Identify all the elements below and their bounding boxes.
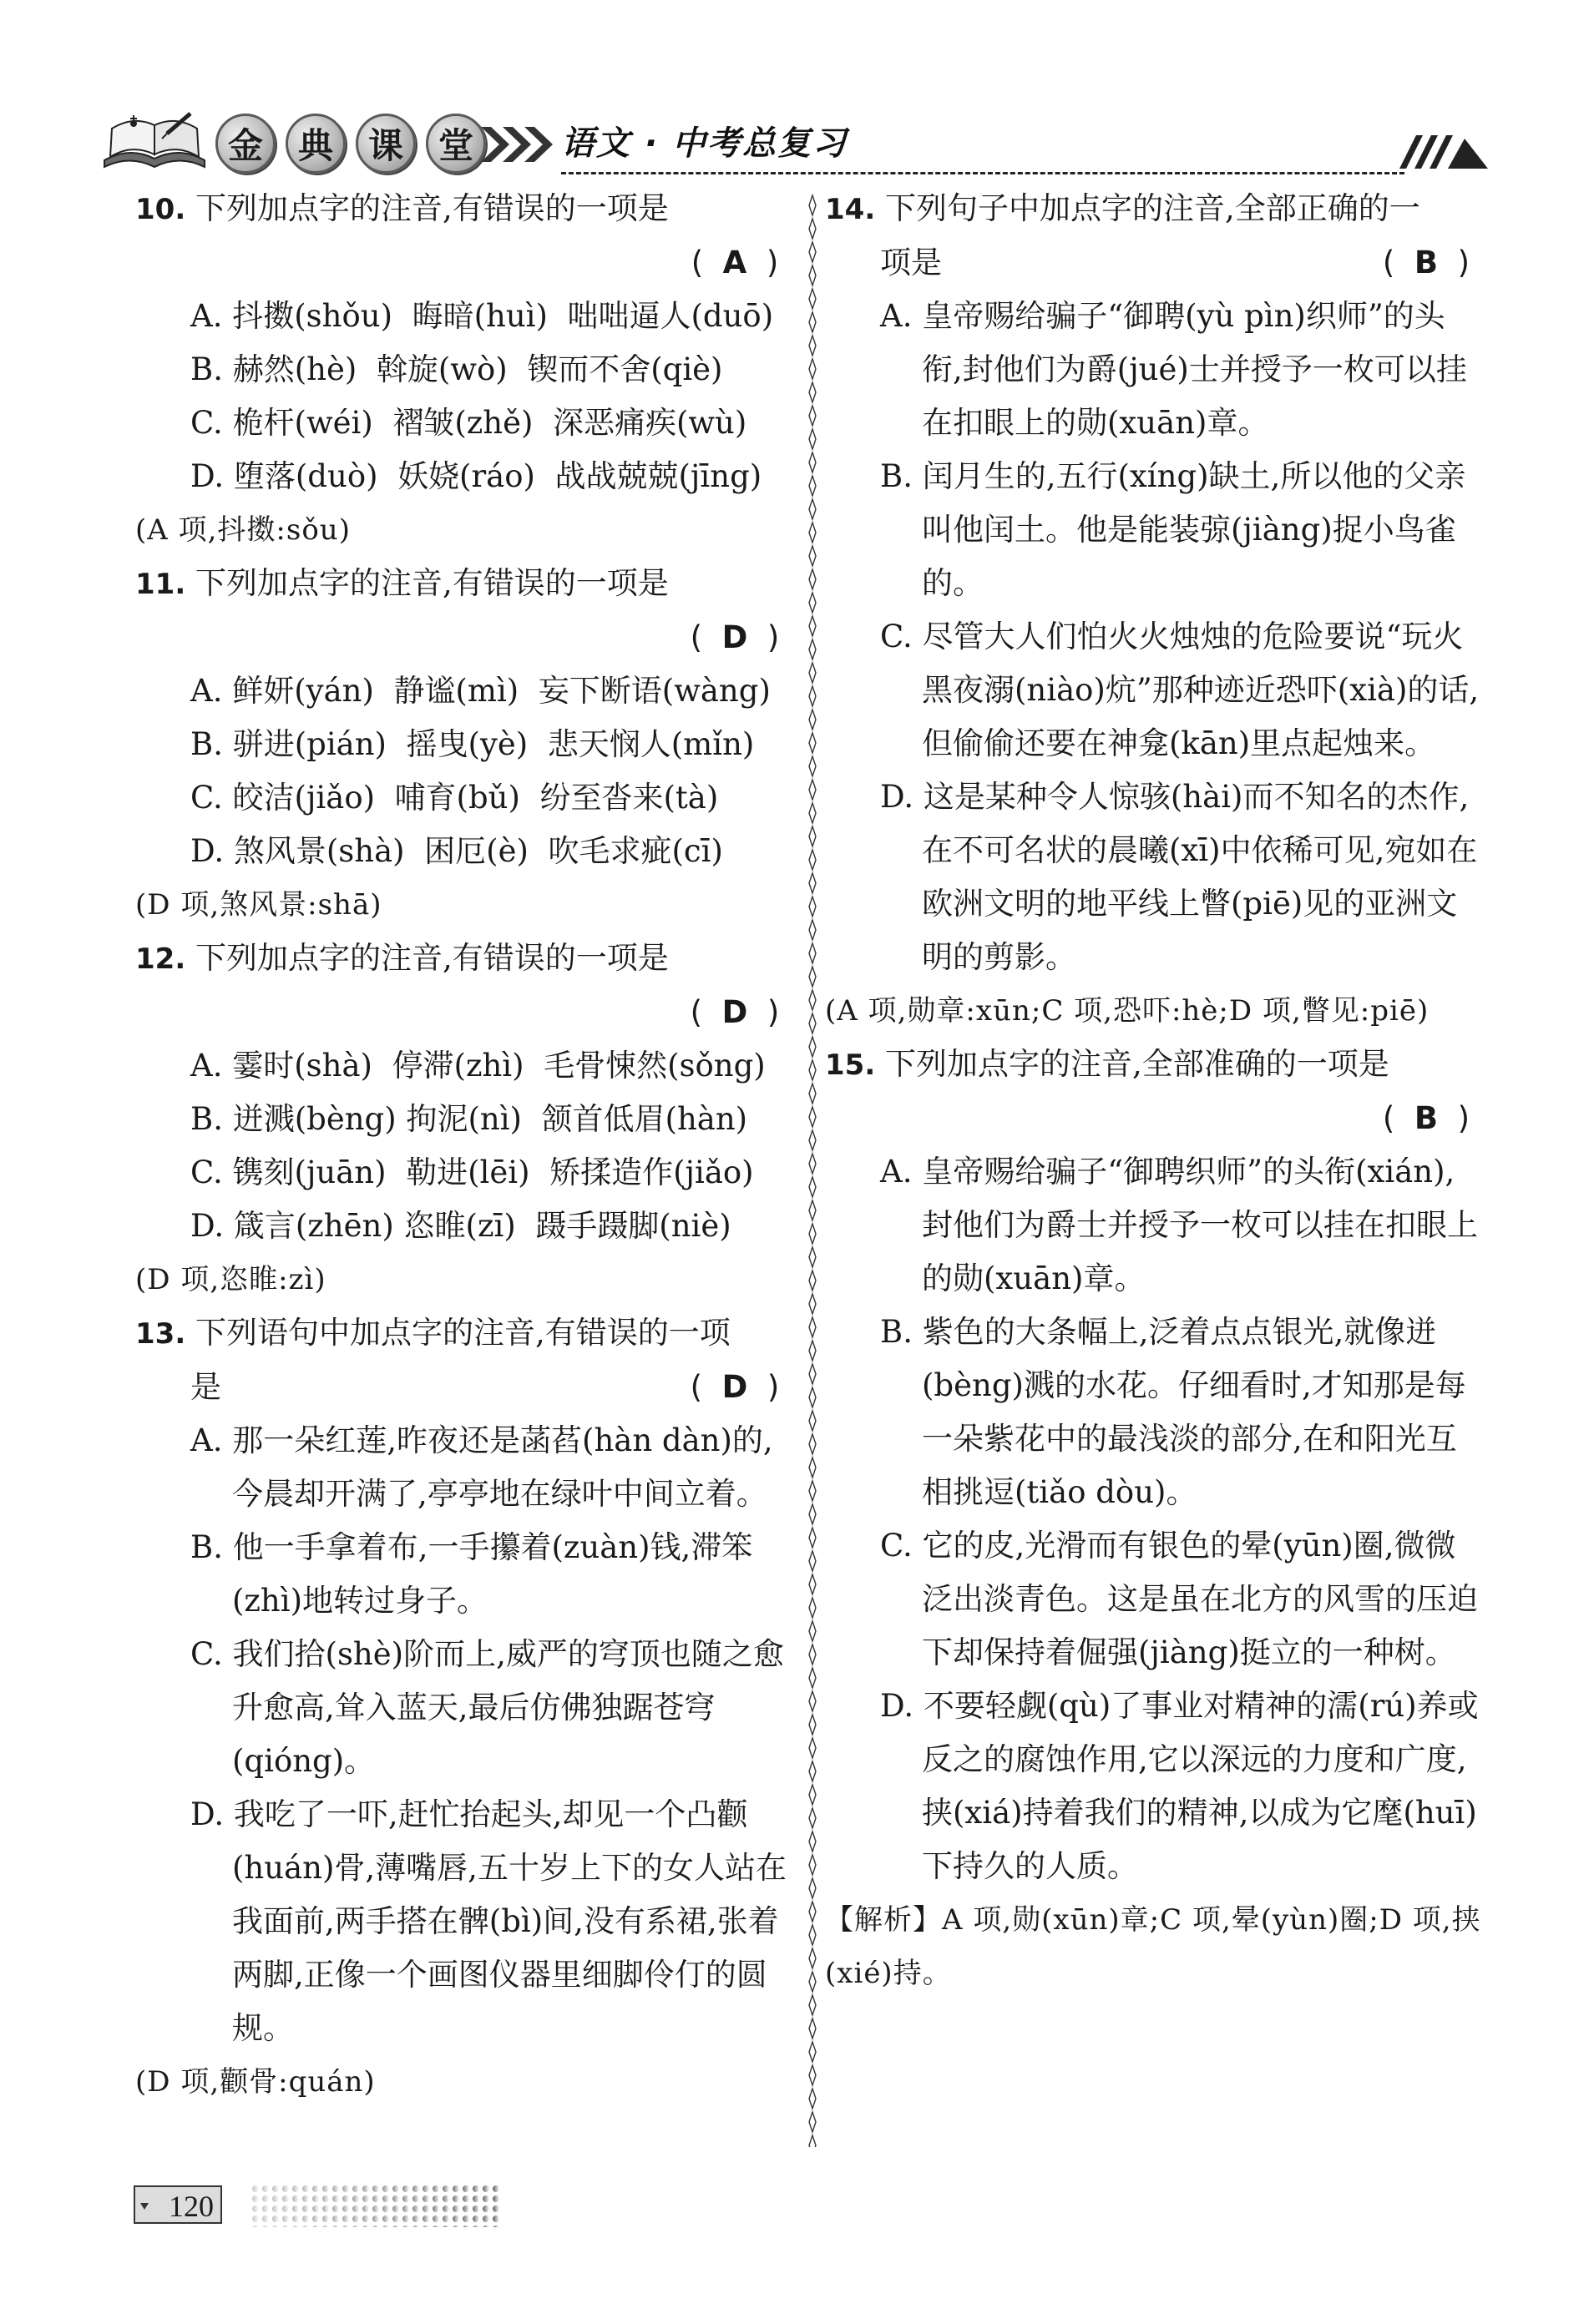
question-text: 下列加点字的注音,有错误的一项是 (195, 940, 669, 976)
option-item: B. 他一手拿着布,一手攥着(zuàn)钱,滞笨(zhì)地转过身子。 (190, 1529, 753, 1619)
answer-bracket: ( B ) (1382, 245, 1470, 280)
option-item: A. 皇帝赐给骗子“御聘织师”的头衔(xián),封他们为爵士并授予一枚可以挂在扣眼上的勋(xuān)章。 (880, 1154, 1478, 1296)
question-text: 下列句子中加点字的注音,全部正确的一 (885, 190, 1420, 226)
page-number-box (134, 2185, 222, 2224)
option-item: 褶皱(zhě) (392, 405, 534, 441)
question-stem (825, 1038, 1485, 1092)
option-item: D. 煞风景(shà) (190, 833, 405, 869)
question-stem (135, 557, 793, 611)
option-row (135, 1146, 793, 1200)
option-item: 吹毛求疵(cī) (548, 833, 723, 869)
option-item: 勒进(lēi) (406, 1154, 530, 1190)
option-item: D. 不要轻觑(qù)了事业对精神的濡(rú)养或反之的腐蚀作用,它以深远的力度和广度,挟(xiá)持着我们的精神,以成为它麾(huī)下持久的人质。 (880, 1688, 1479, 1884)
option-row (135, 450, 793, 503)
option-item: 停滞(zhì) (392, 1048, 524, 1084)
option-row (135, 397, 793, 450)
answer-bracket: ( D ) (690, 619, 780, 655)
question-stem (135, 182, 793, 236)
double-chevron-icon (478, 124, 553, 165)
open-book-logo (100, 109, 209, 175)
option-item: 战战兢兢(jīng) (554, 458, 762, 494)
option-item: 矫揉造作(jiǎo) (549, 1154, 754, 1190)
option-list (825, 290, 1485, 984)
answer-bracket: ( B ) (1382, 1100, 1470, 1136)
option-item: B. 闰月生的,五行(xíng)缺土,所以他的父亲叫他闰土。他是能装弶(jiàng)捉小鸟雀的。 (880, 458, 1466, 601)
subject-title: 语文 · 中考总复习 (561, 124, 848, 163)
answer-bracket: ( D ) (690, 1369, 780, 1405)
answer-note: (D 项,恣睢:zì) (135, 1263, 326, 1296)
column-divider (806, 194, 819, 2147)
question-stem-continued (825, 236, 1485, 290)
option-item: C. 它的皮,光滑而有银色的晕(yūn)圈,微微泛出淡青色。这是虽在北方的风雪的压迫下却保持着倔强(jiàng)挺立的一种树。 (880, 1528, 1478, 1670)
option-row (135, 825, 793, 878)
question-11 (135, 557, 793, 932)
question-13 (135, 1306, 793, 2109)
option-row (135, 1093, 793, 1146)
option-item: A. 那一朵红莲,昨夜还是菡萏(hàn dàn)的,今晨却开满了,亭亭地在绿叶中间立着。 (190, 1422, 773, 1512)
answer-letter: D (721, 1369, 748, 1405)
option-item: 恣睢(zī) (403, 1208, 516, 1244)
option-item: D. 我吃了一吓,赶忙抬起头,却见一个凸颧(huán)骨,薄嘴唇,五十岁上下的女人站在我面前,两手搭在髀(bì)间,没有系裙,张着两脚,正像一个画图仪器里细脚伶仃的圆规。 (190, 1796, 787, 2046)
option-item: B. 迸溅(bèng) (190, 1101, 397, 1137)
page-header (100, 99, 1503, 190)
option-item: 颔首低眉(hàn) (541, 1101, 748, 1137)
option-item: 拘泥(nì) (406, 1101, 522, 1137)
question-text: 下列加点字的注音,有错误的一项是 (195, 565, 669, 601)
option-item: 摇曳(yè) (406, 726, 529, 762)
option-item: A. 皇帝赐给骗子“御聘(yù pìn)织师”的头衔,封他们为爵(jué)士并授予一枚可以挂在扣眼上的勋(xuān)章。 (880, 298, 1467, 441)
option-item: 哺育(bǔ) (394, 780, 520, 816)
option-list (135, 1414, 793, 2055)
question-number: 11. (135, 568, 186, 601)
option-item: 悲天悯人(mǐn) (547, 726, 755, 762)
question-10 (135, 182, 793, 557)
option-item: D. 堕落(duò) (190, 458, 378, 494)
question-text: 项是 (880, 245, 942, 280)
answer-letter: B (1414, 1100, 1439, 1136)
answer-line (135, 611, 793, 664)
option-item: 静谧(mì) (393, 673, 519, 709)
option-item: C. 桅杆(wéi) (190, 405, 373, 441)
option-item: C. 镌刻(juān) (190, 1154, 387, 1190)
option-item: A. 抖擞(shǒu) (190, 298, 393, 334)
option-row (135, 343, 793, 397)
option-list (825, 1145, 1485, 1893)
answer-note: (A 项,勋章:xūn;C 项,恐吓:hè;D 项,瞥见:piē) (825, 994, 1430, 1028)
option-row (135, 1039, 793, 1093)
option-item: 纷至沓来(tà) (539, 780, 719, 816)
option-item: A. 霎时(shà) (190, 1048, 372, 1084)
option-row (135, 771, 793, 825)
brand-seal: 堂 (426, 114, 486, 174)
stripes-decoration (1398, 132, 1490, 170)
question-number: 14. (825, 193, 876, 226)
option-row (135, 718, 793, 771)
answer-letter: D (721, 994, 748, 1030)
question-stem (135, 932, 793, 986)
option-item: 锲而不舍(qiè) (527, 351, 723, 387)
answer-line (135, 986, 793, 1039)
answer-note: (D 项,煞风景:shā) (135, 888, 382, 922)
dot-pattern-decoration (250, 2184, 501, 2227)
question-text: 下列加点字的注音,有错误的一项是 (195, 190, 669, 226)
option-row (135, 1200, 793, 1253)
question-text: 下列加点字的注音,全部准确的一项是 (885, 1046, 1389, 1082)
option-item: D. 这是某种令人惊骇(hài)而不知名的杰作,在不可名状的晨曦(xī)中依稀可见,宛如在欧洲文明的地平线上瞥(piē)见的亚洲文明的剪影。 (880, 779, 1478, 975)
right-column (825, 182, 1485, 2000)
option-item: B. 骈进(pián) (190, 726, 387, 762)
question-number: 13. (135, 1317, 186, 1351)
question-stem (135, 1306, 793, 1361)
option-item: 毛骨悚然(sǒng) (544, 1048, 766, 1084)
brand-seals (215, 105, 486, 180)
option-item: 咄咄逼人(duō) (567, 298, 774, 334)
option-item: D. 箴言(zhēn) (190, 1208, 394, 1244)
answer-bracket: ( A ) (691, 245, 779, 280)
option-item: 困厄(è) (424, 833, 529, 869)
answer-letter: D (721, 619, 748, 655)
option-item: C. 我们拾(shè)阶而上,威严的穹顶也随之愈升愈高,耸入蓝天,最后仿佛独踞苍穹(qióng)。 (190, 1636, 784, 1779)
answer-note: (A 项,抖擞:sǒu) (135, 513, 351, 547)
option-item: 深恶痛疾(wù) (552, 405, 747, 441)
question-14 (825, 182, 1485, 1038)
option-row (135, 664, 793, 718)
question-stem (825, 182, 1485, 236)
page-number: 120 (169, 2190, 214, 2223)
option-item: B. 赫然(hè) (190, 351, 357, 387)
brand-seal: 典 (286, 114, 346, 174)
brand-seal: 课 (356, 114, 416, 174)
question-stem-continued (135, 1361, 793, 1414)
option-item: 妄下断语(wàng) (538, 673, 771, 709)
answer-line (825, 1092, 1485, 1145)
option-item: 晦暗(huì) (412, 298, 548, 334)
option-item: C. 尽管大人们怕火火烛烛的危险要说“玩火黑夜溺(niào)炕”那种迹近恐吓(xià)的话,但偷偷还要在神龛(kān)里点起烛来。 (880, 619, 1480, 761)
answer-letter: B (1414, 245, 1439, 280)
option-item: C. 皎洁(jiǎo) (190, 780, 376, 816)
answer-bracket: ( D ) (690, 994, 780, 1030)
option-row (135, 290, 793, 343)
answer-note: (D 项,颧骨:quán) (135, 2065, 376, 2099)
question-text: 是 (190, 1369, 221, 1405)
analysis-note: 【解析】A 项,勋(xūn)章;C 项,晕(yùn)圈;D 项,挟(xié)持。 (825, 1903, 1481, 1990)
option-item: A. 鲜妍(yán) (190, 673, 374, 709)
question-number: 10. (135, 193, 186, 226)
brand-seal: 金 (215, 114, 276, 174)
question-number: 15. (825, 1048, 876, 1082)
option-item: B. 紫色的大条幅上,泛着点点银光,就像迸(bèng)溅的水花。仔细看时,才知那是每一朵紫花中的最浅淡的部分,在和阳光互相挑逗(tiǎo dòu)。 (880, 1314, 1466, 1510)
question-text: 下列语句中加点字的注音,有错误的一项 (195, 1315, 731, 1351)
question-number: 12. (135, 942, 186, 976)
option-item: 蹑手蹑脚(niè) (535, 1208, 731, 1244)
option-item: 斡旋(wò) (376, 351, 508, 387)
header-divider (561, 172, 1404, 174)
answer-line (135, 236, 793, 290)
answer-letter: A (722, 245, 747, 280)
left-column (135, 182, 793, 2109)
question-15 (825, 1038, 1485, 2000)
option-item: 妖娆(ráo) (397, 458, 535, 494)
triangle-icon (140, 2203, 149, 2210)
question-12 (135, 932, 793, 1306)
